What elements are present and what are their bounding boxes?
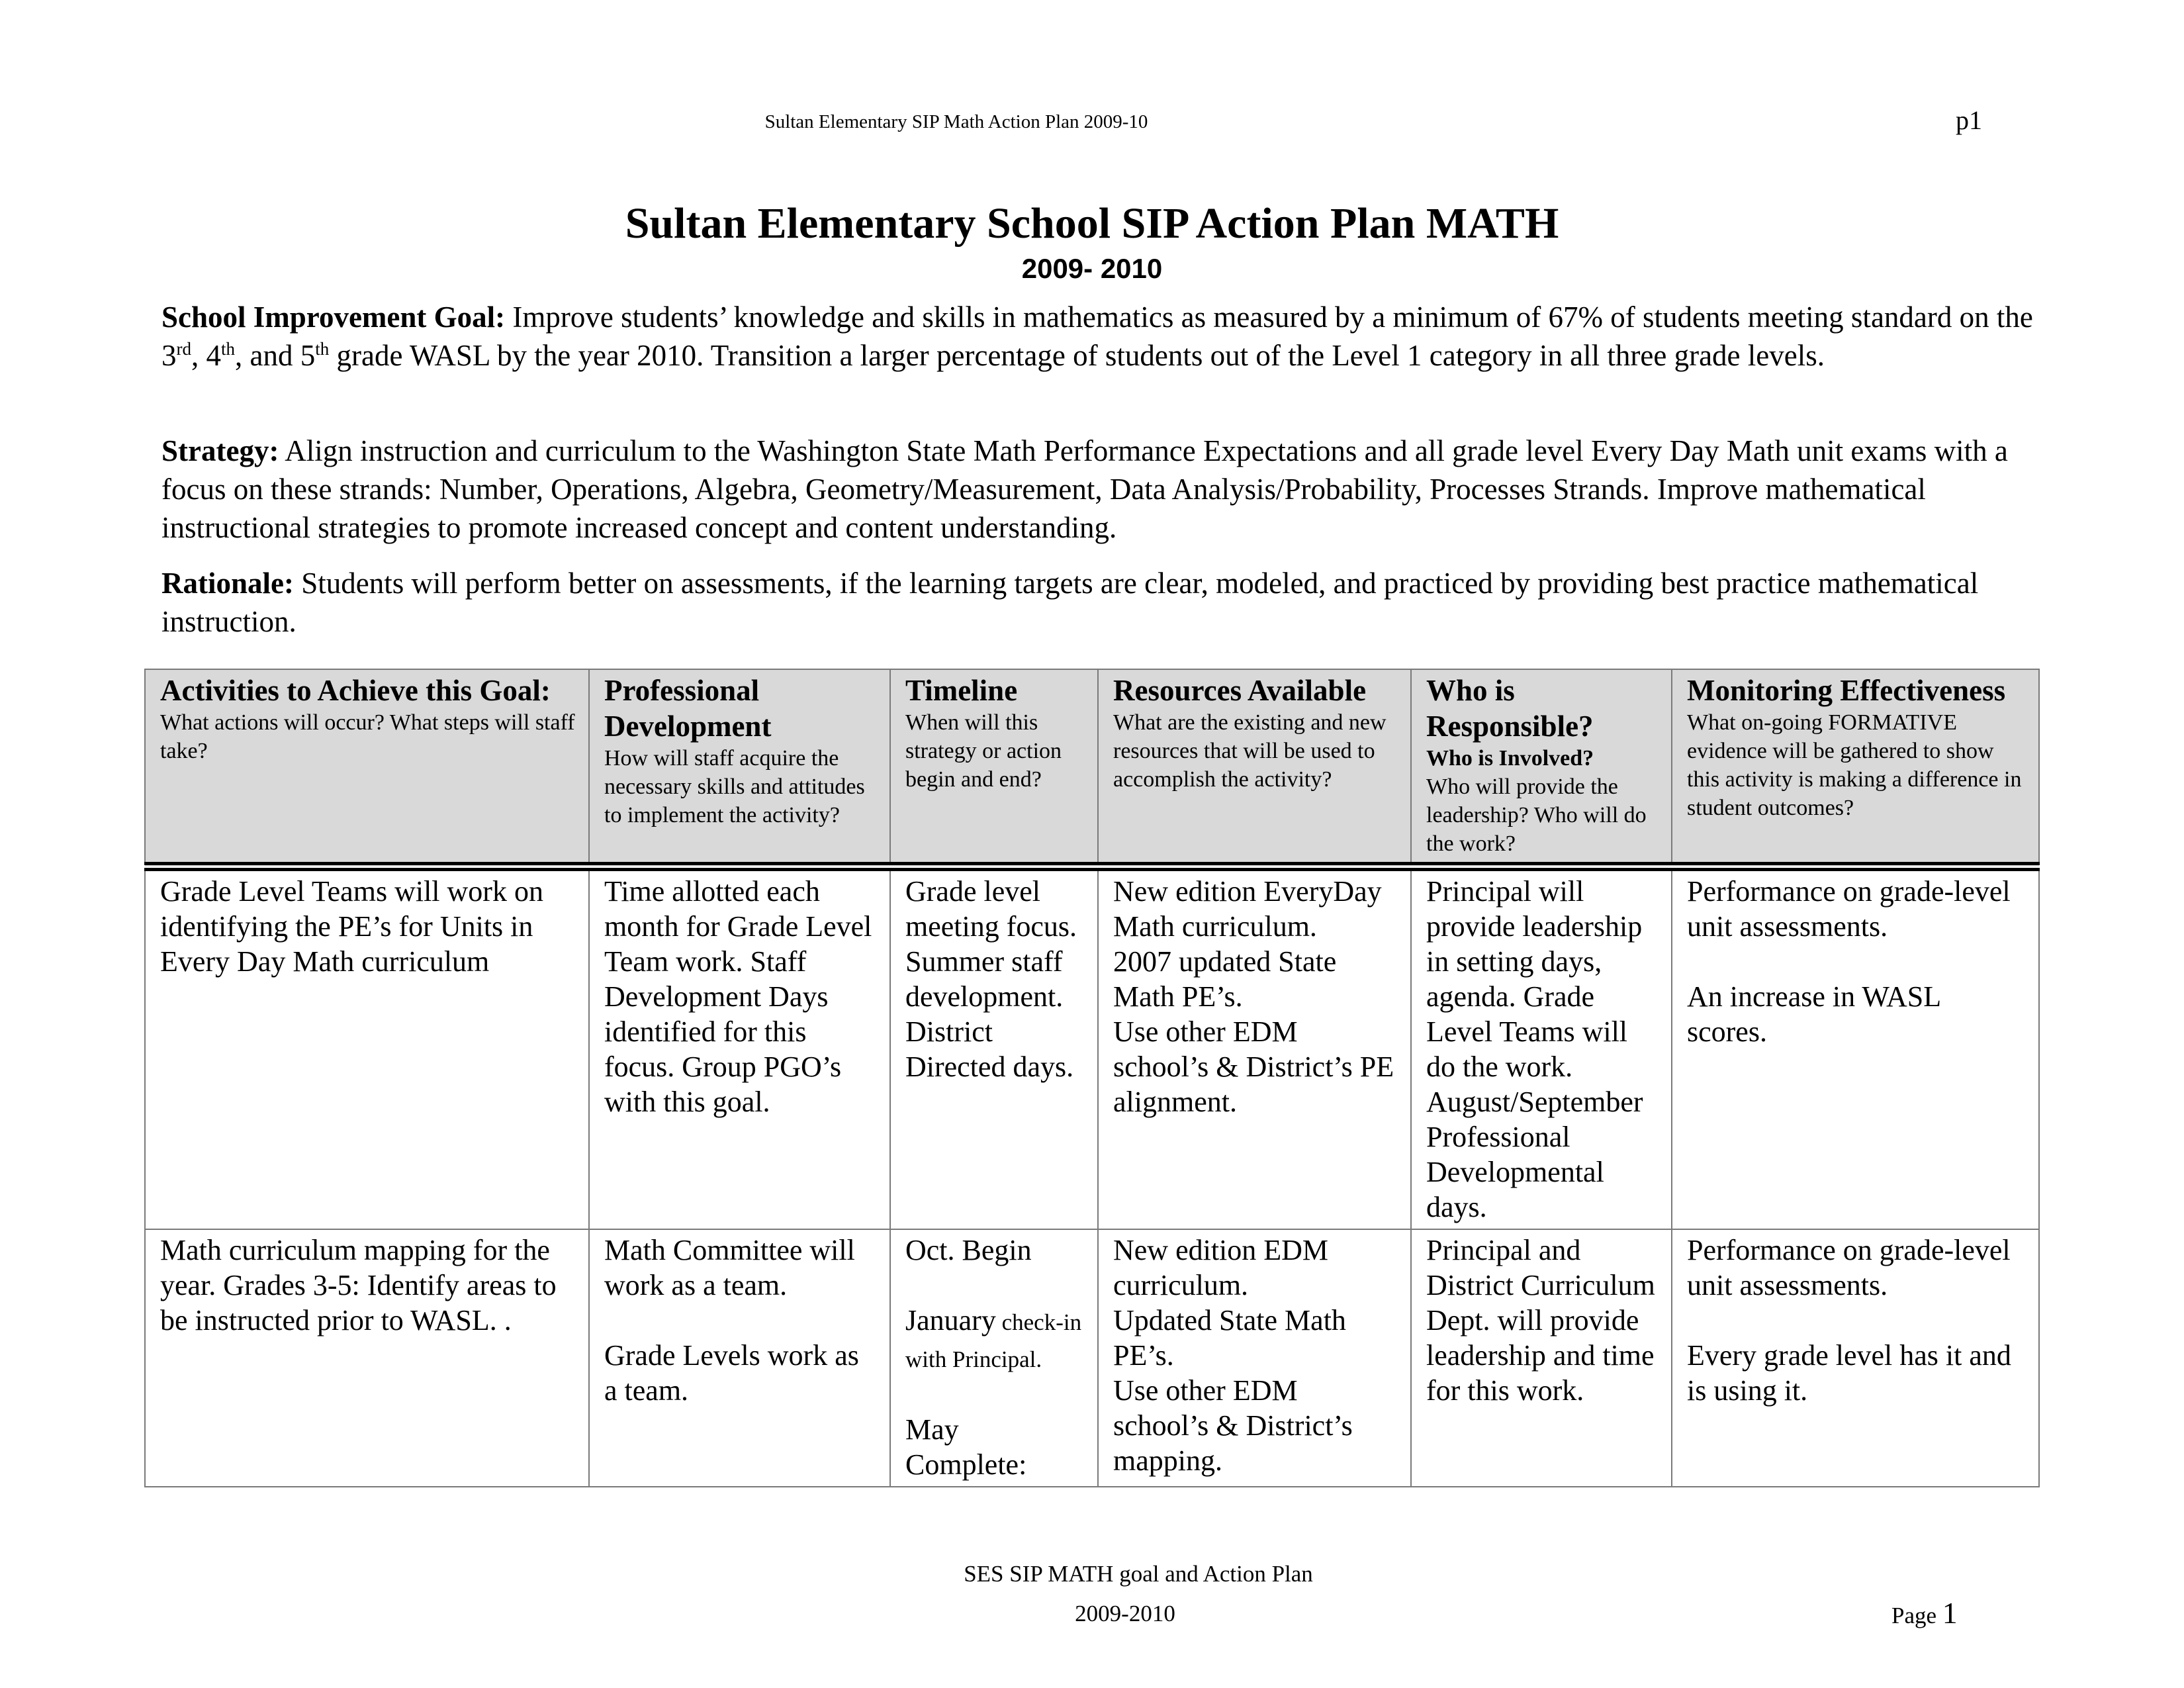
cell-resources: New edition EDM curriculum. Updated State Math PE’s. Use other EDM school’s & District’s mapping.: [1098, 1229, 1411, 1487]
header-professional-development: Professional Development How will staff acquire the necessary skills and attitudes to implement the activity?: [589, 669, 890, 867]
document-title: Sultan Elementary School SIP Action Plan MATH: [625, 199, 1559, 248]
strategy-label: Strategy:: [161, 434, 279, 467]
running-header: Sultan Elementary SIP Math Action Plan 2009-10: [764, 111, 1148, 132]
cell-resources: New edition EveryDay Math curriculum. 2007 updated State Math PE’s. Use other EDM school’s & District’s PE alignment.: [1098, 867, 1411, 1229]
header-activities: Activities to Achieve this Goal: What actions will occur? What steps will staff take?: [145, 669, 589, 867]
action-plan-table: [144, 669, 2040, 1487]
cell-activity: Math curriculum mapping for the year. Grades 3-5: Identify areas to be instructed prior to WASL. .: [145, 1229, 589, 1487]
goal-sup-1: rd: [176, 339, 191, 359]
school-improvement-goal: [161, 298, 2034, 375]
goal-sup-3: th: [315, 339, 330, 359]
header-resources: Resources Available What are the existing and new resources that will be used to accomplish the activity?: [1098, 669, 1411, 867]
goal-text-b: , 4: [191, 339, 221, 372]
footer-line-2: 2009-2010: [1075, 1601, 1175, 1626]
header-monitoring: Monitoring Effectiveness What on-going FORMATIVE evidence will be gathered to show this activity is making a difference in student outcomes?: [1672, 669, 2039, 867]
cell-development: Time allotted each month for Grade Level Team work. Staff Development Days identified for this focus. Group PGO’s with this goal.: [589, 867, 890, 1229]
goal-sup-2: th: [221, 339, 236, 359]
document-subtitle: 2009- 2010: [1021, 253, 1163, 284]
timeline-complete: May Complete:: [905, 1413, 1027, 1481]
rationale-label: Rationale:: [161, 567, 294, 600]
strategy-paragraph: [161, 432, 2034, 547]
timeline-begin: Oct. Begin: [905, 1234, 1032, 1266]
cell-monitoring: Performance on grade-level unit assessments. Every grade level has it and is using it.: [1672, 1229, 2039, 1487]
table-row: [145, 1229, 2039, 1487]
goal-text-a: Improve students’ knowledge and skills in mathematics as measured by a minimum of 67% of students meeting standard on the 3: [161, 301, 2033, 372]
header-timeline: Timeline When will this strategy or action begin and end?: [890, 669, 1098, 867]
cell-development: Math Committee will work as a team. Grade Levels work as a team.: [589, 1229, 890, 1487]
goal-text-d: grade WASL by the year 2010. Transition a larger percentage of students out of the Level 1 category in all three grade levels.: [329, 339, 1825, 372]
strategy-text: Align instruction and curriculum to the Washington State Math Performance Expectations and all grade level Every Day Math unit exams with a focus on these strands: Number, Operations, Algebra, Geometry/Measurement, Data Analysis/Probability, Processes Strands. Improve mathematical instructional strategies to promote increased concept and content understanding.: [161, 434, 2008, 544]
table-row: [145, 867, 2039, 1229]
header-page-number: p1: [1956, 105, 1982, 135]
cell-monitoring: Performance on grade-level unit assessments. An increase in WASL scores.: [1672, 867, 2039, 1229]
cell-timeline: [890, 1229, 1098, 1487]
cell-activity: Grade Level Teams will work on identifying the PE’s for Units in Every Day Math curriculum: [145, 867, 589, 1229]
rationale-paragraph: [161, 564, 2034, 641]
goal-text-c: , and 5: [235, 339, 316, 372]
footer-page-number: Page 1: [1891, 1596, 1958, 1630]
timeline-checkin-month: January: [905, 1304, 996, 1336]
goal-label: School Improvement Goal:: [161, 301, 506, 334]
header-responsible: Who is Responsible? Who is Involved? Who will provide the leadership? Who will do the work?: [1411, 669, 1672, 867]
cell-responsible: Principal and District Curriculum Dept. will provide leadership and time for this work.: [1411, 1229, 1672, 1487]
cell-timeline: Grade level meeting focus. Summer staff development. District Directed days.: [890, 867, 1098, 1229]
table-header-row: [145, 669, 2039, 867]
timeline-checkin-note: check-in with Principal.: [905, 1309, 1082, 1372]
cell-responsible: Principal will provide leadership in setting days, agenda. Grade Level Teams will do the work. August/September Professional Developmental days.: [1411, 867, 1672, 1229]
footer-line-1: SES SIP MATH goal and Action Plan: [964, 1561, 1313, 1587]
rationale-text: Students will perform better on assessments, if the learning targets are clear, modeled, and practiced by providing best practice mathematical instruction.: [161, 567, 1979, 638]
